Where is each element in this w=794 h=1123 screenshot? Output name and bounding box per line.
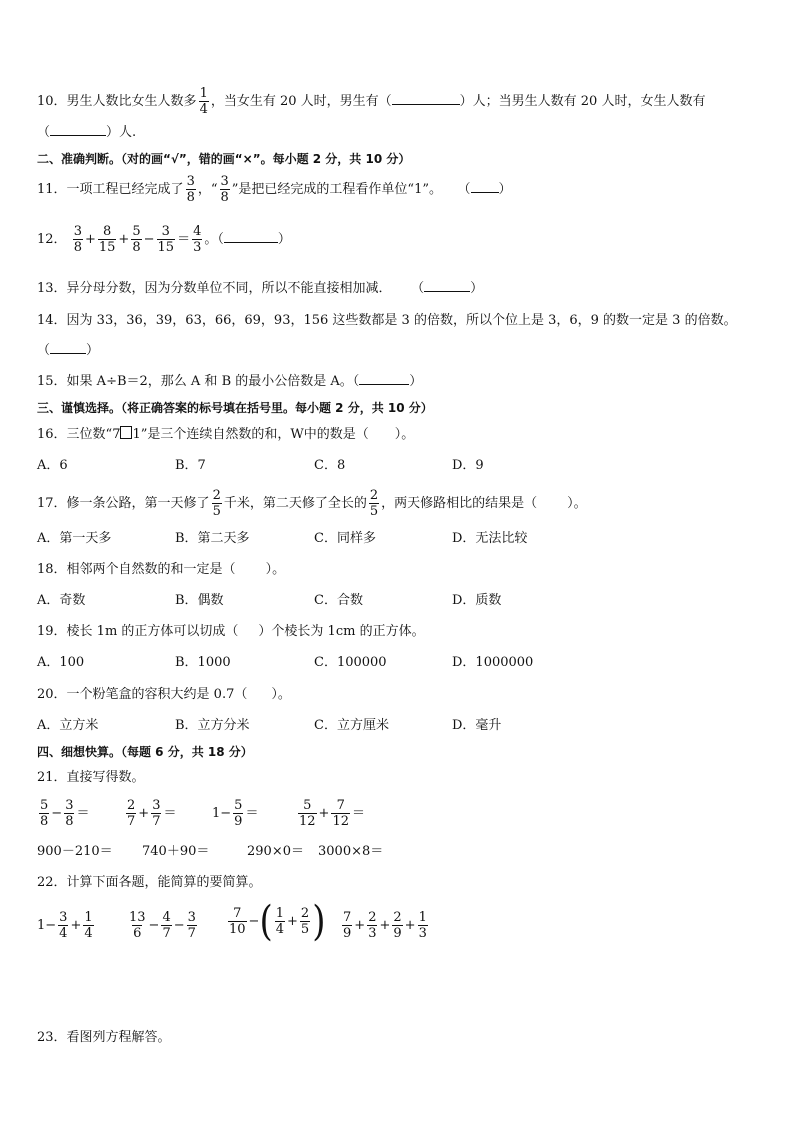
option-c[interactable]: C．100000	[314, 655, 387, 670]
fraction: $\frac{3}{8}$	[186, 174, 195, 205]
q11-text: ”是把已经完成的工程看作单位“1”。	[231, 182, 442, 197]
answer-blank[interactable]	[224, 231, 278, 243]
calc-item: 3000×8＝	[318, 844, 384, 859]
q17-text: ，两天修路相比的结果是（	[381, 496, 538, 511]
q11-text: ）	[498, 182, 512, 197]
fraction: $\frac{3}{8}$	[220, 174, 229, 205]
question-13	[37, 279, 483, 299]
q13-text: ）	[470, 281, 484, 296]
option-c[interactable]: C．立方厘米	[314, 718, 389, 733]
q14-number: 14．	[37, 313, 67, 328]
digit-box	[120, 426, 132, 439]
calc-item: $\frac{5}{12}$ + $\frac{7}{12}$ ＝	[299, 798, 366, 829]
question-14-line2	[37, 341, 99, 361]
question-11	[37, 174, 512, 205]
q16-text: ）。	[394, 427, 415, 442]
q18-number: 18．	[37, 562, 67, 577]
option-c[interactable]: C．合数	[314, 593, 363, 608]
q15-text: 如果 A÷B＝2，那么 A 和 B 的最小公倍数是 A。（	[66, 374, 360, 389]
q16-text: 1”是三个连续自然数的和，W中的数是（	[132, 427, 369, 442]
answer-blank[interactable]	[359, 373, 409, 385]
q14-text: ）	[86, 343, 100, 358]
option-a[interactable]: A．6	[37, 458, 68, 473]
question-16	[37, 425, 414, 445]
answer-blank[interactable]	[424, 280, 470, 292]
q11-number: 11．	[37, 182, 67, 197]
option-d[interactable]: D．毫升	[452, 718, 502, 733]
operator: −	[143, 232, 155, 247]
option-b[interactable]: B．第二天多	[175, 531, 250, 546]
section-2-title: 二、准确判断。（对的画“√”，错的画“×”。每小题 2 分，共 10 分）	[37, 152, 411, 166]
q18-text: 相邻两个自然数的和一定是（	[66, 562, 236, 577]
q11-text: 一项工程已经完成了	[66, 182, 184, 197]
option-b[interactable]: B．偶数	[175, 593, 224, 608]
q19-number: 19．	[37, 624, 67, 639]
q17-text: 千米，第二天修了全长的	[223, 496, 367, 511]
q16-number: 16．	[37, 427, 67, 442]
q14-text: 因为 33，36，39，63，66，69，93，156 这些数都是 3 的倍数，所以个位上是 3，6，9 的数一定是 3 的倍数。	[66, 313, 737, 328]
q20-text: 一个粉笔盒的容积大约是 0.7（	[66, 687, 248, 702]
calc-expression: $\frac{13}{6}$ − $\frac{4}{7}$ − $\frac{3}{7}$	[129, 910, 196, 941]
q16-text: 三位数“7	[66, 427, 121, 442]
calc-item: 1− $\frac{5}{9}$ ＝	[212, 798, 259, 829]
q10-text: ）人.	[106, 125, 137, 140]
calc-item: 290×0＝	[247, 844, 304, 859]
q10-number: 10．	[37, 94, 67, 109]
q13-text: （	[417, 281, 425, 296]
calc-expression: $\frac{7}{10}$ −( $\frac{1}{4}$ + $\frac{2}{5}$ )	[229, 897, 326, 946]
question-15	[37, 372, 422, 392]
q12-text: ）	[277, 232, 291, 247]
calc-item: 900－210＝	[37, 844, 113, 859]
answer-blank[interactable]	[392, 93, 460, 105]
fraction: $\frac{8}{15}$	[98, 224, 116, 255]
question-23	[37, 1028, 171, 1048]
option-a[interactable]: A．奇数	[37, 593, 86, 608]
q18-text: ）。	[265, 562, 286, 577]
q11-text: ，“	[197, 182, 218, 197]
fraction: $\frac{4}{3}$	[193, 224, 202, 255]
section-3-title: 三、谨慎选择。（将正确答案的标号填在括号里。每小题 2 分，共 10 分）	[37, 401, 433, 415]
calc-item: 740＋90＝	[142, 844, 210, 859]
operator: +	[84, 232, 96, 247]
option-a[interactable]: A．第一天多	[37, 531, 112, 546]
calc-expression: 1− $\frac{3}{4}$ + $\frac{1}{4}$	[37, 910, 93, 941]
q15-number: 15．	[37, 374, 67, 389]
q13-text: 异分母分数，因为分数单位不同，所以不能直接相加减．	[66, 281, 392, 296]
question-10-line2	[37, 123, 136, 143]
q20-number: 20．	[37, 687, 67, 702]
option-b[interactable]: B．1000	[175, 655, 231, 670]
answer-blank[interactable]	[50, 124, 106, 136]
q13-number: 13．	[37, 281, 67, 296]
q23-number: 23．	[37, 1030, 67, 1045]
option-d[interactable]: D．无法比较	[452, 531, 528, 546]
fraction: $\frac{5}{8}$	[132, 224, 141, 255]
question-22	[37, 873, 262, 893]
q10-text: （	[37, 125, 51, 140]
option-b[interactable]: B．7	[175, 458, 206, 473]
fraction: $\frac{3}{8}$	[73, 224, 82, 255]
q17-text: 修一条公路，第一天修了	[66, 496, 210, 511]
q23-text: 看图列方程解答。	[66, 1030, 171, 1045]
fraction: $\frac{2}{5}$	[369, 488, 379, 519]
fraction: $\frac{2}{5}$	[212, 488, 221, 519]
answer-blank[interactable]	[471, 181, 499, 193]
q15-text: ）	[409, 374, 423, 389]
option-a[interactable]: A．100	[37, 655, 85, 670]
answer-blank[interactable]	[50, 342, 86, 354]
q12-text: 。（	[204, 232, 224, 247]
q14-text: （	[37, 343, 51, 358]
q11-text: （	[464, 182, 471, 197]
question-19	[37, 622, 425, 642]
q17-number: 17．	[37, 496, 67, 511]
q10-text: ，当女生有 20 人时，男生有（	[210, 94, 392, 109]
q21-number: 21．	[37, 770, 67, 785]
fraction: $\frac{3}{15}$	[157, 224, 175, 255]
q20-text: ）。	[271, 687, 291, 702]
question-21	[37, 768, 145, 788]
calc-item: $\frac{2}{7}$ + $\frac{3}{7}$ ＝	[127, 798, 177, 829]
option-c[interactable]: C．8	[314, 458, 346, 473]
calc-item: $\frac{5}{8}$ − $\frac{3}{8}$ ＝	[40, 798, 90, 829]
q19-text: 棱长 1m 的正方体可以切成（	[66, 624, 239, 639]
question-20	[37, 685, 291, 705]
question-17	[37, 488, 587, 519]
section-4-title: 四、细想快算。（每题 6 分，共 18 分）	[37, 745, 253, 759]
question-10	[37, 86, 705, 117]
question-12	[37, 224, 291, 255]
q10-text: ）人；当男生人数有 20 人时，女生人数有	[459, 94, 706, 109]
option-a[interactable]: A．立方米	[37, 718, 99, 733]
q22-number: 22．	[37, 875, 67, 890]
operator: +	[118, 232, 130, 247]
q17-text: ）。	[567, 496, 587, 511]
question-14	[37, 311, 737, 331]
operator: ＝	[177, 232, 191, 247]
option-c[interactable]: C．同样多	[314, 531, 376, 546]
calc-expression: $\frac{7}{9}$ + $\frac{2}{3}$ + $\frac{2}{9}$ + $\frac{1}{3}$	[343, 910, 427, 941]
q19-text: ）个棱长为 1cm 的正方体。	[258, 624, 425, 639]
fraction: $\frac{1}{4}$	[199, 86, 208, 117]
option-d[interactable]: D．质数	[452, 593, 502, 608]
option-d[interactable]: D．9	[452, 458, 484, 473]
q10-text: 男生人数比女生人数多	[66, 94, 197, 109]
question-18	[37, 560, 285, 580]
option-d[interactable]: D．1000000	[452, 655, 534, 670]
q21-text: 直接写得数。	[66, 770, 145, 785]
q12-number: 12．	[37, 232, 67, 247]
q22-text: 计算下面各题，能简算的要简算。	[66, 875, 262, 890]
option-b[interactable]: B．立方分米	[175, 718, 250, 733]
